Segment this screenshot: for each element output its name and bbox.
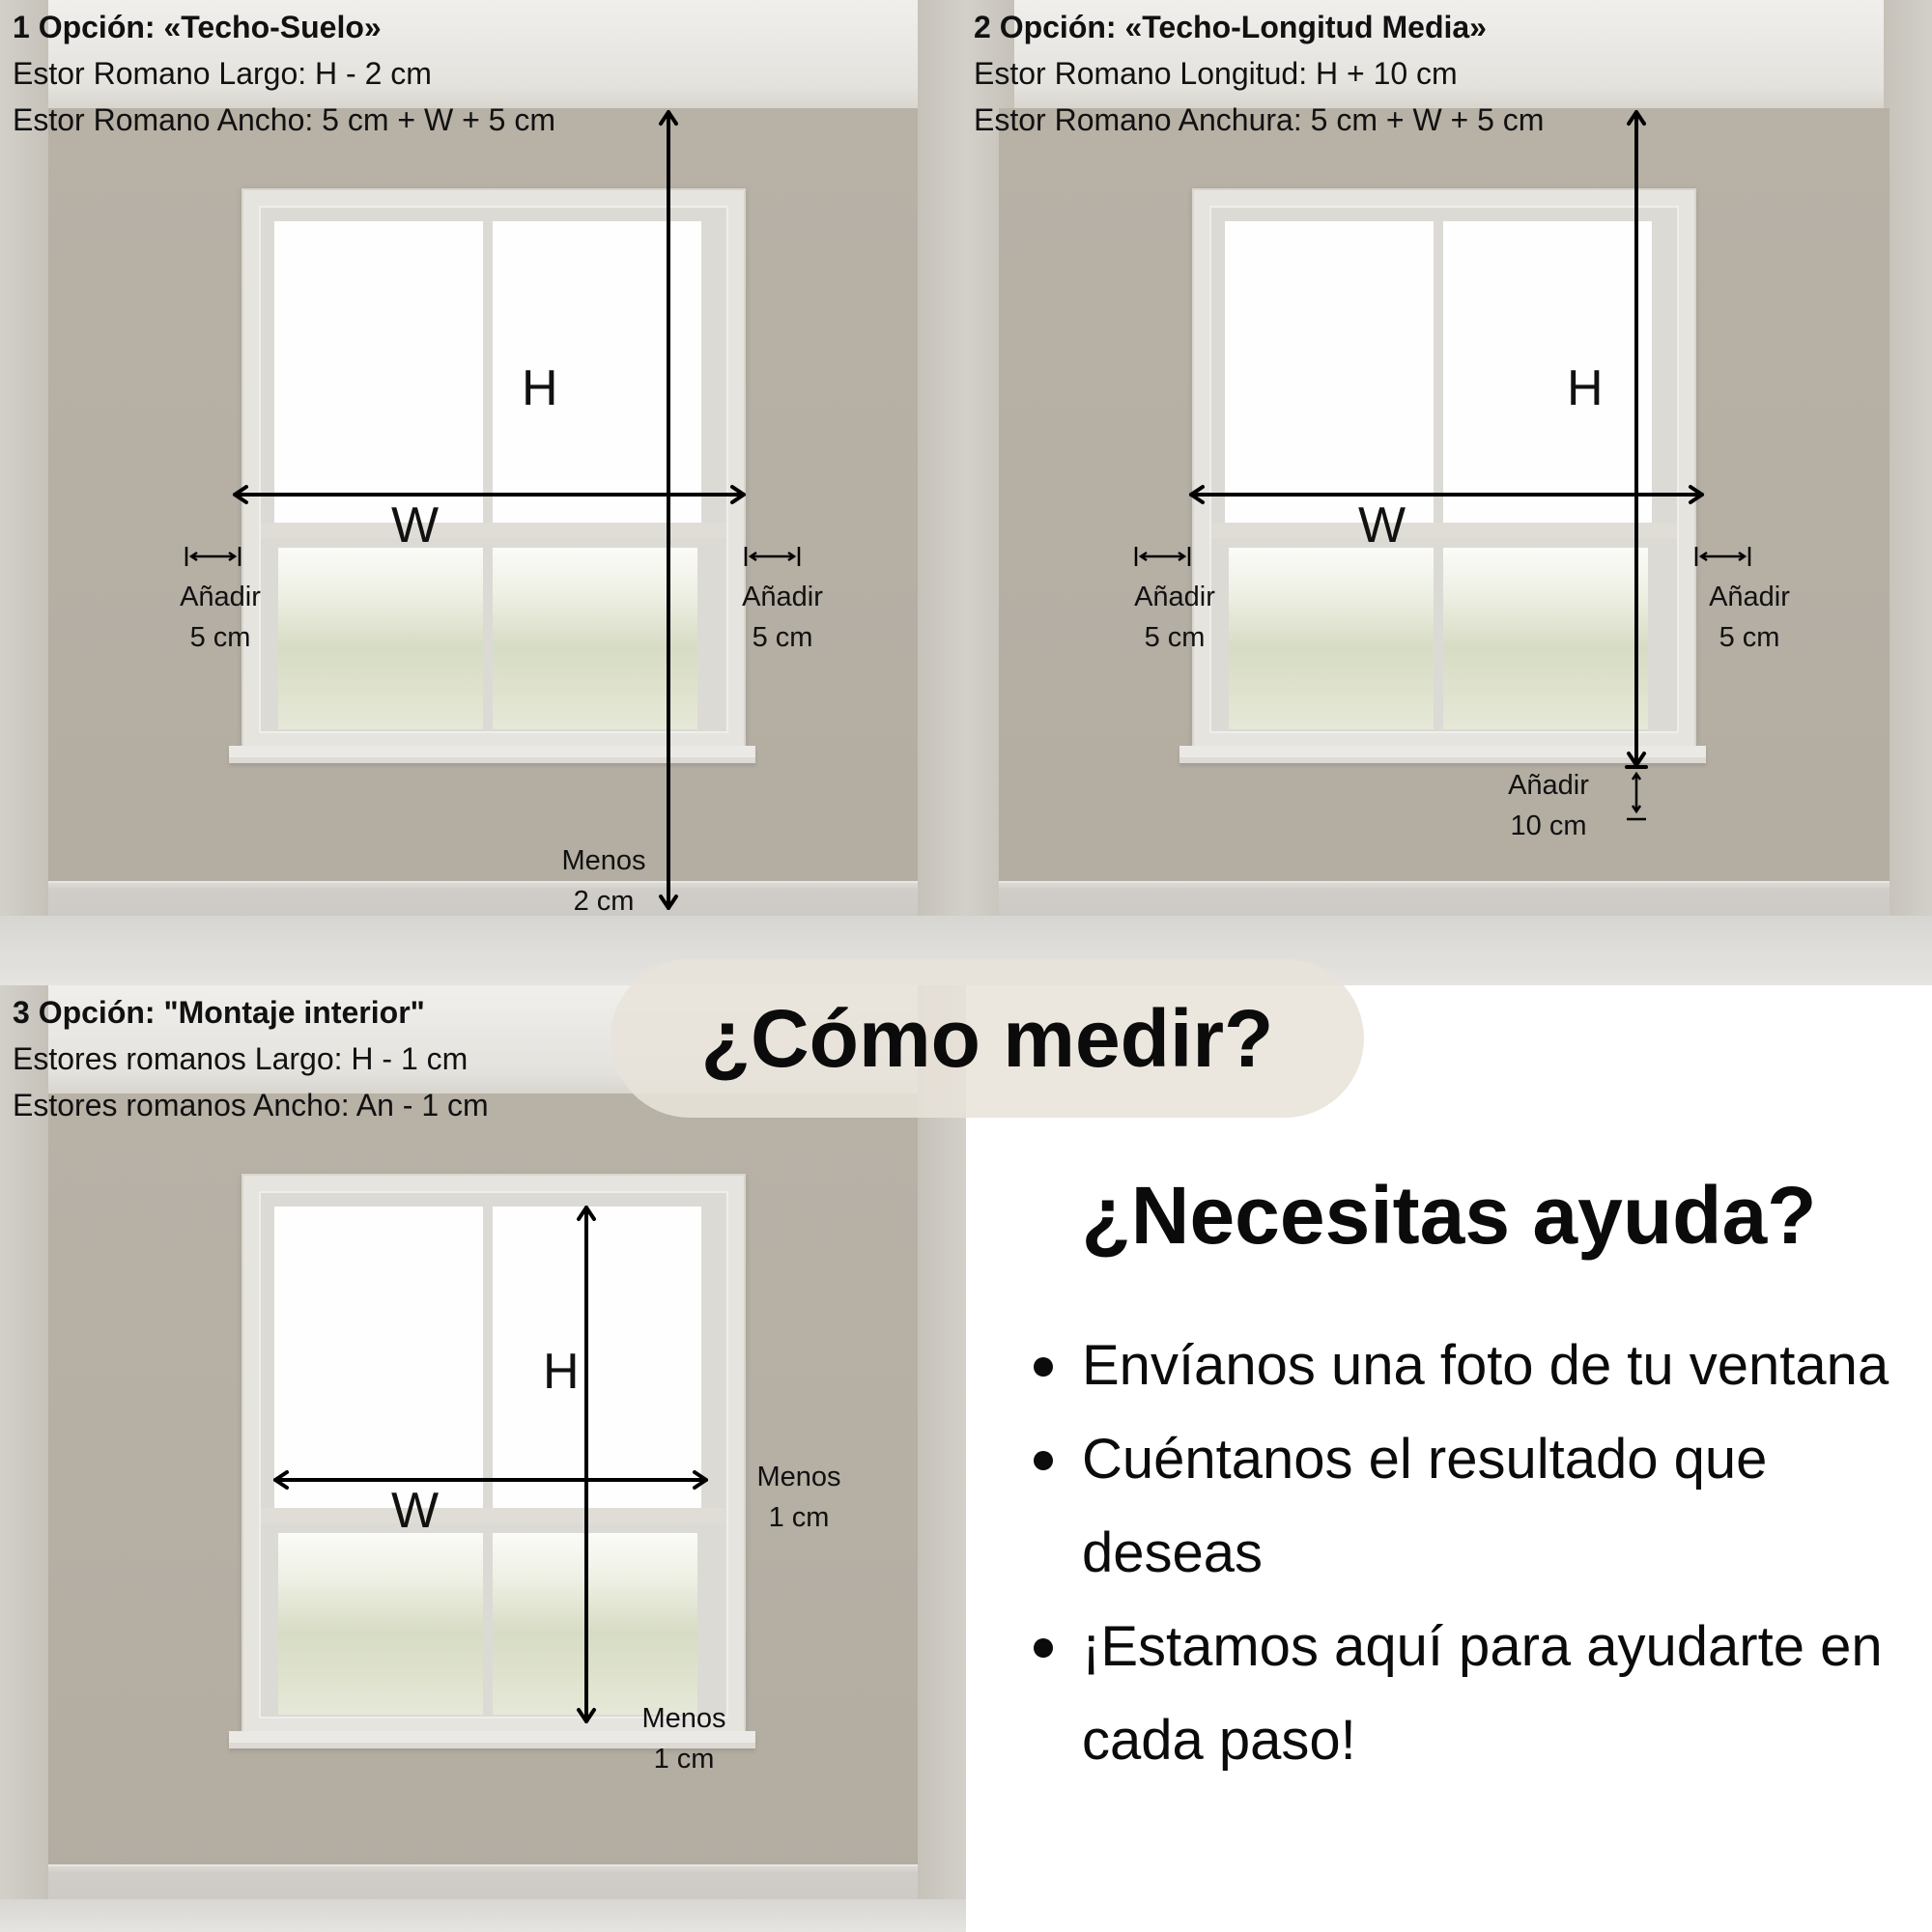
height-label: H [543, 1344, 580, 1400]
option2-width-formula: Estor Romano Anchura: 5 cm + W + 5 cm [974, 102, 1545, 137]
option2-panel [966, 0, 1932, 985]
option2-title: 2 Opción: «Techo-Longitud Media» [974, 10, 1487, 44]
help-item: ¡Estamos aquí para ayudarte en cada paso! [1024, 1600, 1913, 1787]
width-label: W [1358, 497, 1406, 554]
bottom-minus-label: Menos 1 cm [641, 1703, 726, 1775]
option1-width-formula: Estor Romano Ancho: 5 cm + W + 5 cm [13, 102, 555, 137]
option2-length-formula: Estor Romano Longitud: H + 10 cm [974, 56, 1458, 91]
height-label: H [1567, 360, 1604, 416]
help-item: Envíanos una foto de tu ventana [1024, 1319, 1913, 1412]
help-item: Cuéntanos el resultado que deseas [1024, 1412, 1913, 1600]
option1-panel [0, 0, 966, 985]
option3-title: 3 Opción: "Montaje interior" [13, 995, 425, 1030]
right-add-label: Añadir 5 cm [1709, 582, 1790, 653]
help-title: ¿Necesitas ayuda? [1081, 1170, 1817, 1261]
help-list [1024, 1319, 1913, 1787]
right-add-label: Añadir 5 cm [742, 582, 823, 653]
option3-width-formula: Estores romanos Ancho: An - 1 cm [13, 1088, 489, 1122]
option1-length-formula: Estor Romano Largo: H - 2 cm [13, 56, 432, 91]
height-label: H [522, 360, 558, 416]
option3-panel [0, 985, 966, 1932]
option3-length-formula: Estores romanos Largo: H - 1 cm [13, 1041, 469, 1076]
bullet-icon [1034, 1451, 1053, 1470]
left-add-label: Añadir 5 cm [180, 582, 261, 653]
left-add-label: Añadir 5 cm [1134, 582, 1215, 653]
bullet-icon [1034, 1357, 1053, 1377]
option1-title: 1 Opción: «Techo-Suelo» [13, 10, 382, 44]
bottom-minus-label: Menos 2 cm [561, 845, 646, 917]
measurement-arrows [0, 0, 966, 985]
width-label: W [391, 1483, 440, 1539]
bottom-add-label: Añadir 10 cm [1508, 770, 1589, 841]
page-title: ¿Cómo medir? [700, 992, 1274, 1084]
right-minus-label: Menos 1 cm [756, 1462, 841, 1533]
bullet-icon [1034, 1638, 1053, 1658]
width-label: W [391, 497, 440, 554]
measurement-arrows [966, 0, 1932, 985]
